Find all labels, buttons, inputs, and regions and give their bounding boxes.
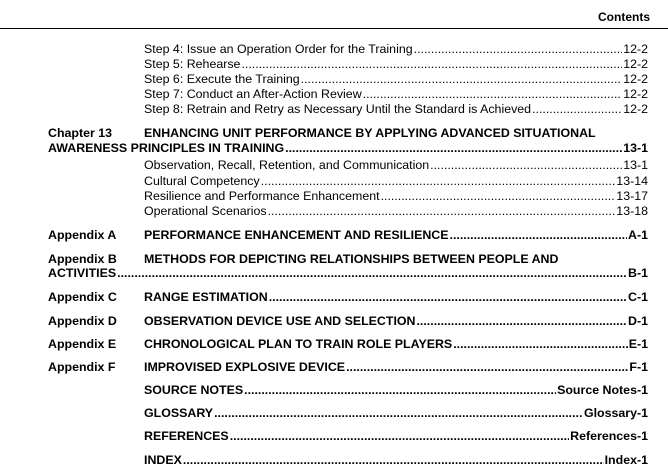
- toc-entry-operational-scenarios[interactable]: [144, 204, 648, 218]
- dot-leader: [416, 314, 627, 328]
- toc-entry-title: AWARENESS PRINCIPLES IN TRAINING: [48, 141, 285, 155]
- toc-entry-page: 12-2: [623, 87, 648, 101]
- toc-entry-source-notes[interactable]: [144, 383, 648, 397]
- toc-entry-appendix-d[interactable]: [144, 314, 648, 328]
- dot-leader: [230, 429, 569, 443]
- toc-entry-step-8[interactable]: [144, 102, 648, 116]
- toc-entry-step-4[interactable]: [144, 42, 648, 56]
- appendix-f-label: Appendix F: [48, 360, 116, 374]
- toc-entry-page: References-1: [570, 429, 648, 443]
- toc-entry-title: INDEX: [144, 453, 182, 467]
- toc-entry-observation[interactable]: [144, 158, 648, 172]
- toc-entry-page: Source Notes-1: [557, 383, 648, 397]
- toc-entry-appendix-a[interactable]: [144, 228, 648, 242]
- toc-entry-title: Step 4: Issue an Operation Order for the Training: [144, 42, 413, 56]
- toc-entry-page: 13-14: [616, 174, 648, 188]
- running-header-title: Contents: [598, 10, 650, 24]
- toc-entry-title: CHRONOLOGICAL PLAN TO TRAIN ROLE PLAYERS: [144, 337, 453, 351]
- toc-entry-page: 12-2: [623, 57, 648, 71]
- toc-entry-step-5[interactable]: [144, 57, 648, 71]
- toc-entry-page: C-1: [628, 290, 648, 304]
- dot-leader: [183, 453, 604, 467]
- appendix-e-label: Appendix E: [48, 337, 117, 351]
- toc-entry-step-7[interactable]: [144, 87, 648, 101]
- dot-leader: [268, 204, 616, 218]
- chapter-13-label: Chapter 13: [48, 126, 113, 140]
- header-rule: [0, 28, 668, 29]
- toc-entry-title: SOURCE NOTES: [144, 383, 244, 397]
- toc-entry-page: 12-2: [623, 72, 648, 86]
- appendix-d-label: Appendix D: [48, 314, 117, 328]
- toc-entry-title: Cultural Competency: [144, 174, 260, 188]
- dot-leader: [414, 42, 623, 56]
- appendix-a-label: Appendix A: [48, 228, 117, 242]
- toc-entry-title: RANGE ESTIMATION: [144, 290, 268, 304]
- dot-leader: [214, 406, 583, 420]
- toc-entry-step-6[interactable]: [144, 72, 648, 86]
- appendix-b-title[interactable]: METHODS FOR DEPICTING RELATIONSHIPS BETWEEN PEOPLE AND: [144, 252, 559, 266]
- dot-leader: [430, 158, 622, 172]
- toc-entry-page: B-1: [628, 266, 648, 280]
- toc-entry-page: A-1: [628, 228, 648, 242]
- toc-entry-appendix-b-cont[interactable]: [48, 266, 648, 280]
- toc-entry-page: 12-2: [623, 102, 648, 116]
- toc-entry-title: Step 8: Retrain and Retry as Necessary Until the Standard is Achieved: [144, 102, 532, 116]
- chapter-13-title-line1[interactable]: ENHANCING UNIT PERFORMANCE BY APPLYING ADVANCED SITUATIONAL: [144, 126, 596, 140]
- toc-entry-appendix-e[interactable]: [144, 337, 648, 351]
- toc-entry-title: Step 7: Conduct an After-Action Review: [144, 87, 362, 101]
- toc-entry-index[interactable]: [144, 453, 648, 467]
- dot-leader: [450, 228, 628, 242]
- toc-entry-title: Step 5: Rehearse: [144, 57, 241, 71]
- dot-leader: [532, 102, 622, 116]
- dot-leader: [269, 290, 627, 304]
- toc-entry-title: REFERENCES: [144, 429, 229, 443]
- toc-entry-title: GLOSSARY: [144, 406, 214, 420]
- toc-entry-page: 13-1: [623, 158, 648, 172]
- toc-entry-title: Observation, Recall, Retention, and Communication: [144, 158, 430, 172]
- toc-entry-title: OBSERVATION DEVICE USE AND SELECTION: [144, 314, 416, 328]
- dot-leader: [301, 72, 623, 86]
- toc-entry-appendix-f[interactable]: [144, 360, 648, 374]
- toc-entry-title: Operational Scenarios: [144, 204, 267, 218]
- appendix-b-label: Appendix B: [48, 252, 117, 266]
- toc-entry-page: 13-1: [623, 141, 648, 155]
- chapter-13-title-line2[interactable]: [48, 141, 648, 155]
- toc-entry-cultural-competency[interactable]: [144, 174, 648, 188]
- toc-entry-title: ACTIVITIES: [48, 266, 117, 280]
- toc-entry-title: PERFORMANCE ENHANCEMENT AND RESILIENCE: [144, 228, 449, 242]
- toc-entry-page: Glossary-1: [583, 406, 648, 420]
- dot-leader: [117, 266, 627, 280]
- toc-entry-title: Step 6: Execute the Training: [144, 72, 300, 86]
- dot-leader: [285, 141, 622, 155]
- toc-entry-resilience[interactable]: [144, 189, 648, 203]
- dot-leader: [244, 383, 556, 397]
- toc-entry-page: 13-17: [616, 189, 648, 203]
- toc-entry-page: 12-2: [623, 42, 648, 56]
- toc-entry-page: E-1: [628, 337, 648, 351]
- toc-entry-glossary[interactable]: [144, 406, 648, 420]
- dot-leader: [453, 337, 628, 351]
- appendix-c-label: Appendix C: [48, 290, 117, 304]
- dot-leader: [241, 57, 622, 71]
- toc-entry-page: D-1: [628, 314, 648, 328]
- toc-entry-page: 13-18: [616, 204, 648, 218]
- toc-entry-title: Resilience and Performance Enhancement: [144, 189, 380, 203]
- toc-entry-page: Index-1: [604, 453, 648, 467]
- toc-entry-page: F-1: [629, 360, 648, 374]
- dot-leader: [261, 174, 616, 188]
- toc-entry-appendix-c[interactable]: [144, 290, 648, 304]
- dot-leader: [381, 189, 616, 203]
- dot-leader: [363, 87, 623, 101]
- dot-leader: [346, 360, 628, 374]
- toc-entry-title: IMPROVISED EXPLOSIVE DEVICE: [144, 360, 346, 374]
- toc-entry-references[interactable]: [144, 429, 648, 443]
